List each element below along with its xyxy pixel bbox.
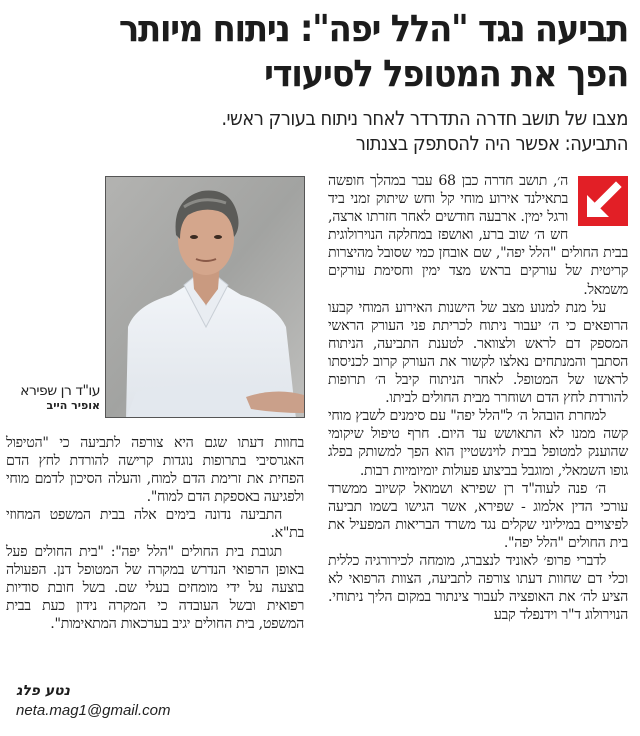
photo-caption bbox=[8, 383, 100, 413]
author-byline: נטע פלג bbox=[16, 683, 70, 699]
photo-credit: אופיר הייב bbox=[46, 399, 100, 412]
paragraph: לדברי פרופ׳ לאוניד לנצברג, מומחה לכירורגיה כללית וכלי דם שחוות דעתו צורפה לתביעה, הצוות הרפואי לא הציע לה׳ את האופציה לעבור צינתור במקום הליך ניתוחי. הנוירולוג ד"ר וידנפלד קבע bbox=[328, 552, 628, 624]
paragraph: למחרת הובהל ה׳ ל"הלל יפה" עם סימנים לשבץ מוחי קשה ממנו לא התאושש עד היום. חרף טיפול שיקומי שהוענק למטופל בבית לוינשטיין הוא הפך למשותק בפלג גופו השמאלי, ומוגבל בביצוע פעולות יומיומיות רבות. bbox=[328, 408, 628, 479]
lawyer-portrait-photo bbox=[105, 176, 305, 418]
paragraph: בחוות דעתו שגם היא צורפה לתביעה כי "הטיפול האגרסיבי בתרופות נוגדות קרישה להורדת לחץ הדם הפחית את זרימת הדם למוח, והעלה הסיכון לדמם מוחי ולפגיעה באספקת הדם למוח". bbox=[6, 435, 304, 506]
subhead-line-2: התביעה: אפשר היה להסתפק בצנתור bbox=[355, 131, 628, 155]
subheadline bbox=[70, 106, 628, 156]
paragraph: על מנת למנוע מצב של הישנות האירוע המוחי קבעו הרופאים כי ה׳ יעבור ניתוח לכריתת פני העורק הראשי המספק דם לראש ולצוואר. לטענת התביעה, הניתוח הסתבך והמנתחים נאלצו לקשור את העורק קרוב לכניסתו לראשו של המטופל. לאחר הניתוח קיבל ה׳ תרופות להורדת לחץ הדם ושוחרר מבית החולים לביתו. bbox=[328, 299, 628, 407]
author-email-link[interactable]: neta.mag1@gmail.com bbox=[16, 702, 171, 719]
arrow-down-left-icon bbox=[578, 176, 628, 226]
paragraph: ה׳ פנה לעוה"ד רן שפירא ושמואל קשיוב ממשרד עורכי הדין אלמוג - שפירא, אשר הגישו בשמו תביעה לפיצויים במיליוני שקלים נגד משרד הבריאות המפעיל את בית החולים "הלל יפה". bbox=[328, 480, 628, 551]
article-column-left bbox=[6, 434, 304, 633]
headline: תביעה נגד "הלל יפה": ניתוח מיותר הפך את המטופל לסיעודי bbox=[118, 7, 629, 95]
caption-name: עו"ד רן שפירא bbox=[20, 383, 100, 399]
article-column-right bbox=[328, 172, 628, 624]
paragraph: התביעה נדונה בימים אלה בבית המשפט המחוזי בת"א. bbox=[6, 507, 304, 542]
paragraph: ה׳, תושב חדרה כבן 68 עבר במהלך חופשה בתאילנד אירוע מוחי קל וחש שיתוק זמני ביד ורגל ימין. ארבעה חודשים לאחר חזרתו ארצה, חש ה׳ שוב ברע, ואושפז במחלקה הנוירולוגית בבית החולים "הלל יפה", שם אובחן כמי שסובל מהיצרות קריטית של עורקים בראש מצד ימין וחסימת עורקים משמאל. bbox=[328, 173, 628, 298]
paragraph: תגובת בית החולים "הלל יפה": "בית החולים פעל באופן הרפואי הנדרש במקרה של המטופל דנן. הפעולה בוצעה על ידי מומחים בעלי שם. בשל חובת סודיות רפואית ובשל העובדה כי המקרה נידון כעת בבית המשפט, בית החולים יגיב בערכאות המתאימות". bbox=[6, 543, 304, 632]
subhead-line-1: מצבו של תושב חדרה התדרדר לאחר ניתוח בעורק ראשי. bbox=[221, 106, 629, 130]
